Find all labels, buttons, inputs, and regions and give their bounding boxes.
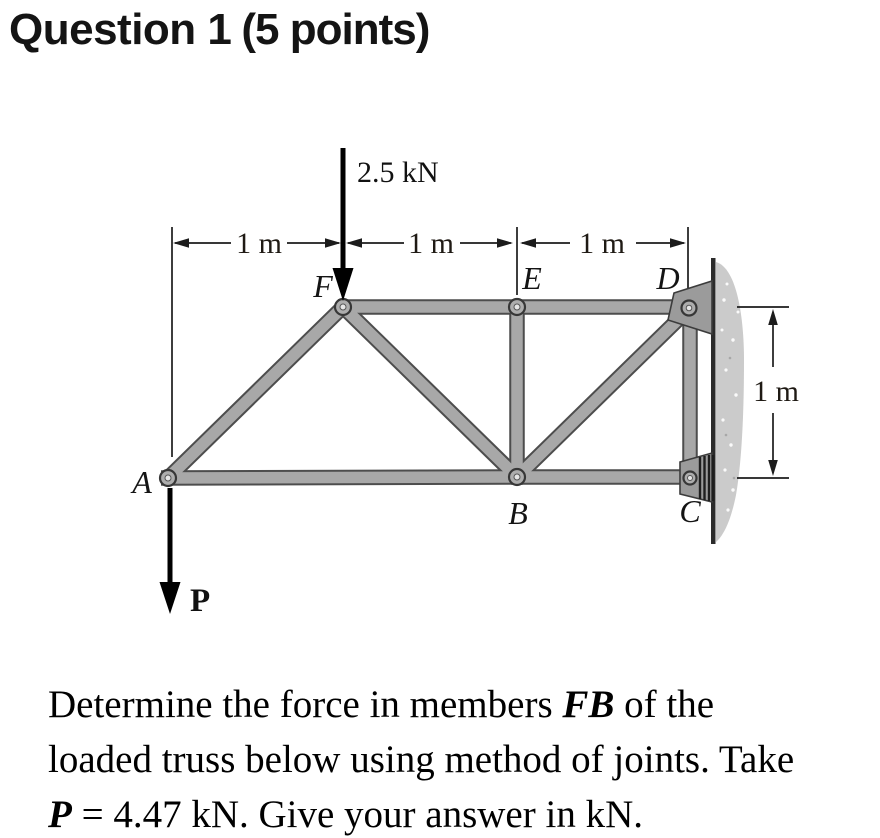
- wall-support: [711, 258, 744, 544]
- question-prompt: [48, 677, 878, 838]
- dim-label-1: 1 m: [236, 227, 282, 260]
- member-bd: [514, 304, 694, 480]
- load-arrow-group: [333, 148, 439, 301]
- question-points: (5 points): [241, 5, 430, 54]
- joint-label-c: C: [679, 493, 701, 529]
- arrow-up-icon: [768, 309, 778, 325]
- line2-text: loaded truss below using method of joints. Take: [48, 738, 795, 781]
- p-force-group: [160, 488, 211, 619]
- question-line-1: [48, 677, 878, 732]
- line1-pre: Determine the force in members: [48, 683, 563, 726]
- arrow-left-icon: [173, 238, 189, 248]
- truss-members: [161, 302, 700, 482]
- joint-label-a: A: [132, 464, 152, 500]
- member-af: [165, 304, 346, 481]
- arrow-left-icon: [520, 238, 536, 248]
- joint-label-b: B: [508, 495, 528, 531]
- joint-label-d: D: [656, 260, 680, 296]
- pin-f: [335, 299, 351, 315]
- question-line-3: [48, 787, 878, 838]
- p-symbol-emphasis: P: [48, 793, 72, 836]
- arrow-left-icon: [346, 238, 362, 248]
- right-dimension: [737, 307, 799, 478]
- member-ab: [161, 477, 523, 478]
- dim-label-3: 1 m: [579, 227, 625, 260]
- joint-label-f: F: [313, 268, 333, 304]
- top-dimension: [172, 227, 688, 457]
- pin-a: [160, 470, 176, 486]
- question-number: Question 1: [9, 5, 232, 54]
- member-fb: [340, 304, 520, 480]
- pin-c: [684, 472, 697, 485]
- arrow-down-icon: [768, 460, 778, 476]
- p-label: P: [190, 583, 211, 619]
- load-arrowhead-icon: [333, 268, 354, 301]
- line1-post: of the: [614, 683, 715, 726]
- load-label: 2.5 kN: [357, 156, 439, 189]
- pin-b: [509, 469, 525, 485]
- arrow-right-icon: [497, 238, 513, 248]
- member-name-emphasis: FB: [562, 683, 615, 726]
- pin-d: [682, 301, 697, 316]
- dim-label-right: 1 m: [753, 375, 799, 408]
- concrete-texture: [716, 262, 744, 542]
- pin-e: [509, 299, 525, 315]
- dim-label-2: 1 m: [408, 227, 454, 260]
- line3-post: = 4.47 kN. Give your answer in kN.: [71, 793, 643, 836]
- arrow-right-icon: [670, 238, 686, 248]
- p-arrowhead-icon: [160, 582, 181, 614]
- arrow-right-icon: [325, 238, 341, 248]
- joint-label-e: E: [522, 260, 542, 296]
- question-line-2: [48, 732, 878, 787]
